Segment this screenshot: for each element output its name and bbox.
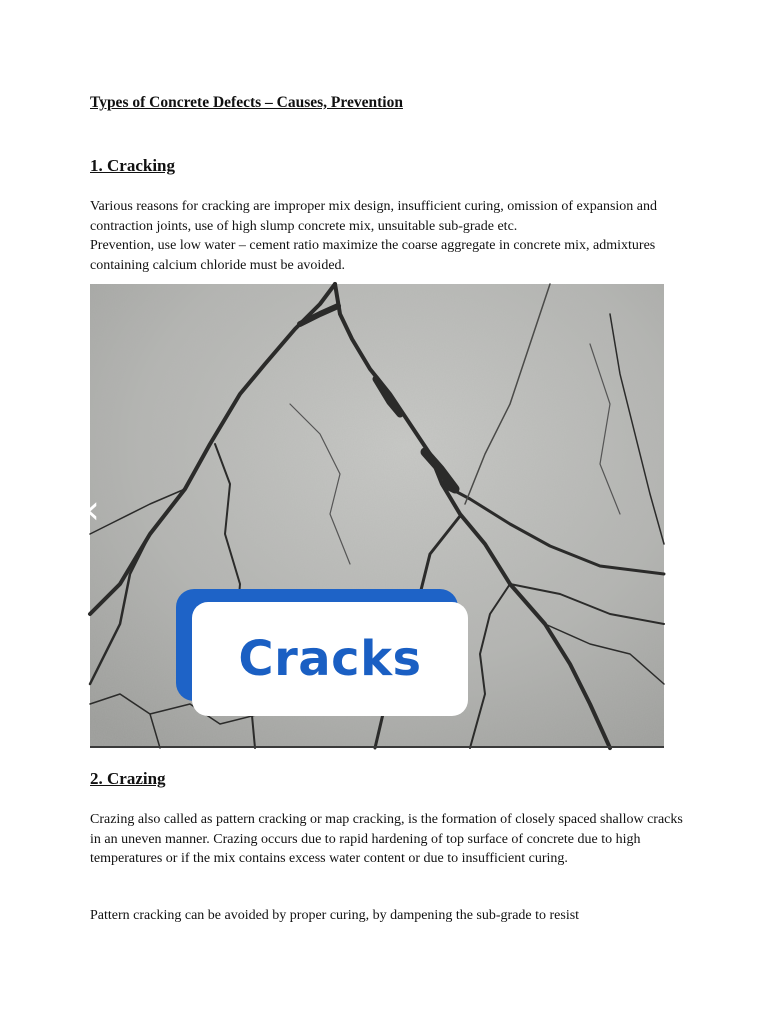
image-caption-text: Cracks [238,631,422,687]
section-heading-crazing: 2. Crazing [90,769,166,788]
cracking-prevention-text: Prevention, use low water – cement ratio maximize the coarse aggregate in concrete mix, admixtures containing calcium chloride must be avoided. [90,238,656,273]
chevron-left-icon[interactable]: ‹ [84,487,100,533]
cracking-causes-paragraph [90,197,690,275]
caption-label-box [192,602,468,716]
image-bottom-border [90,746,664,748]
section-heading-cracking: 1. Cracking [90,156,175,175]
crazing-description-paragraph: Crazing also called as pattern cracking or map cracking, is the formation of closely spaced shallow cracks in an uneven manner. Crazing occurs due to rapid hardening of top surface of concrete due to high temperatures or if the mix contains excess water content or due to insufficient curing. [90,812,683,866]
crazing-prevention-paragraph: Pattern cracking can be avoided by proper curing, by dampening the sub-grade to resist [90,908,580,923]
cracking-causes-text: Various reasons for cracking are improper mix design, insufficient curing, omission of expansion and contraction joints, use of high slump concrete mix, unsuitable sub-grade etc. [90,199,657,234]
document-title: Types of Concrete Defects – Causes, Prevention [90,94,403,111]
cracks-image [84,284,664,748]
